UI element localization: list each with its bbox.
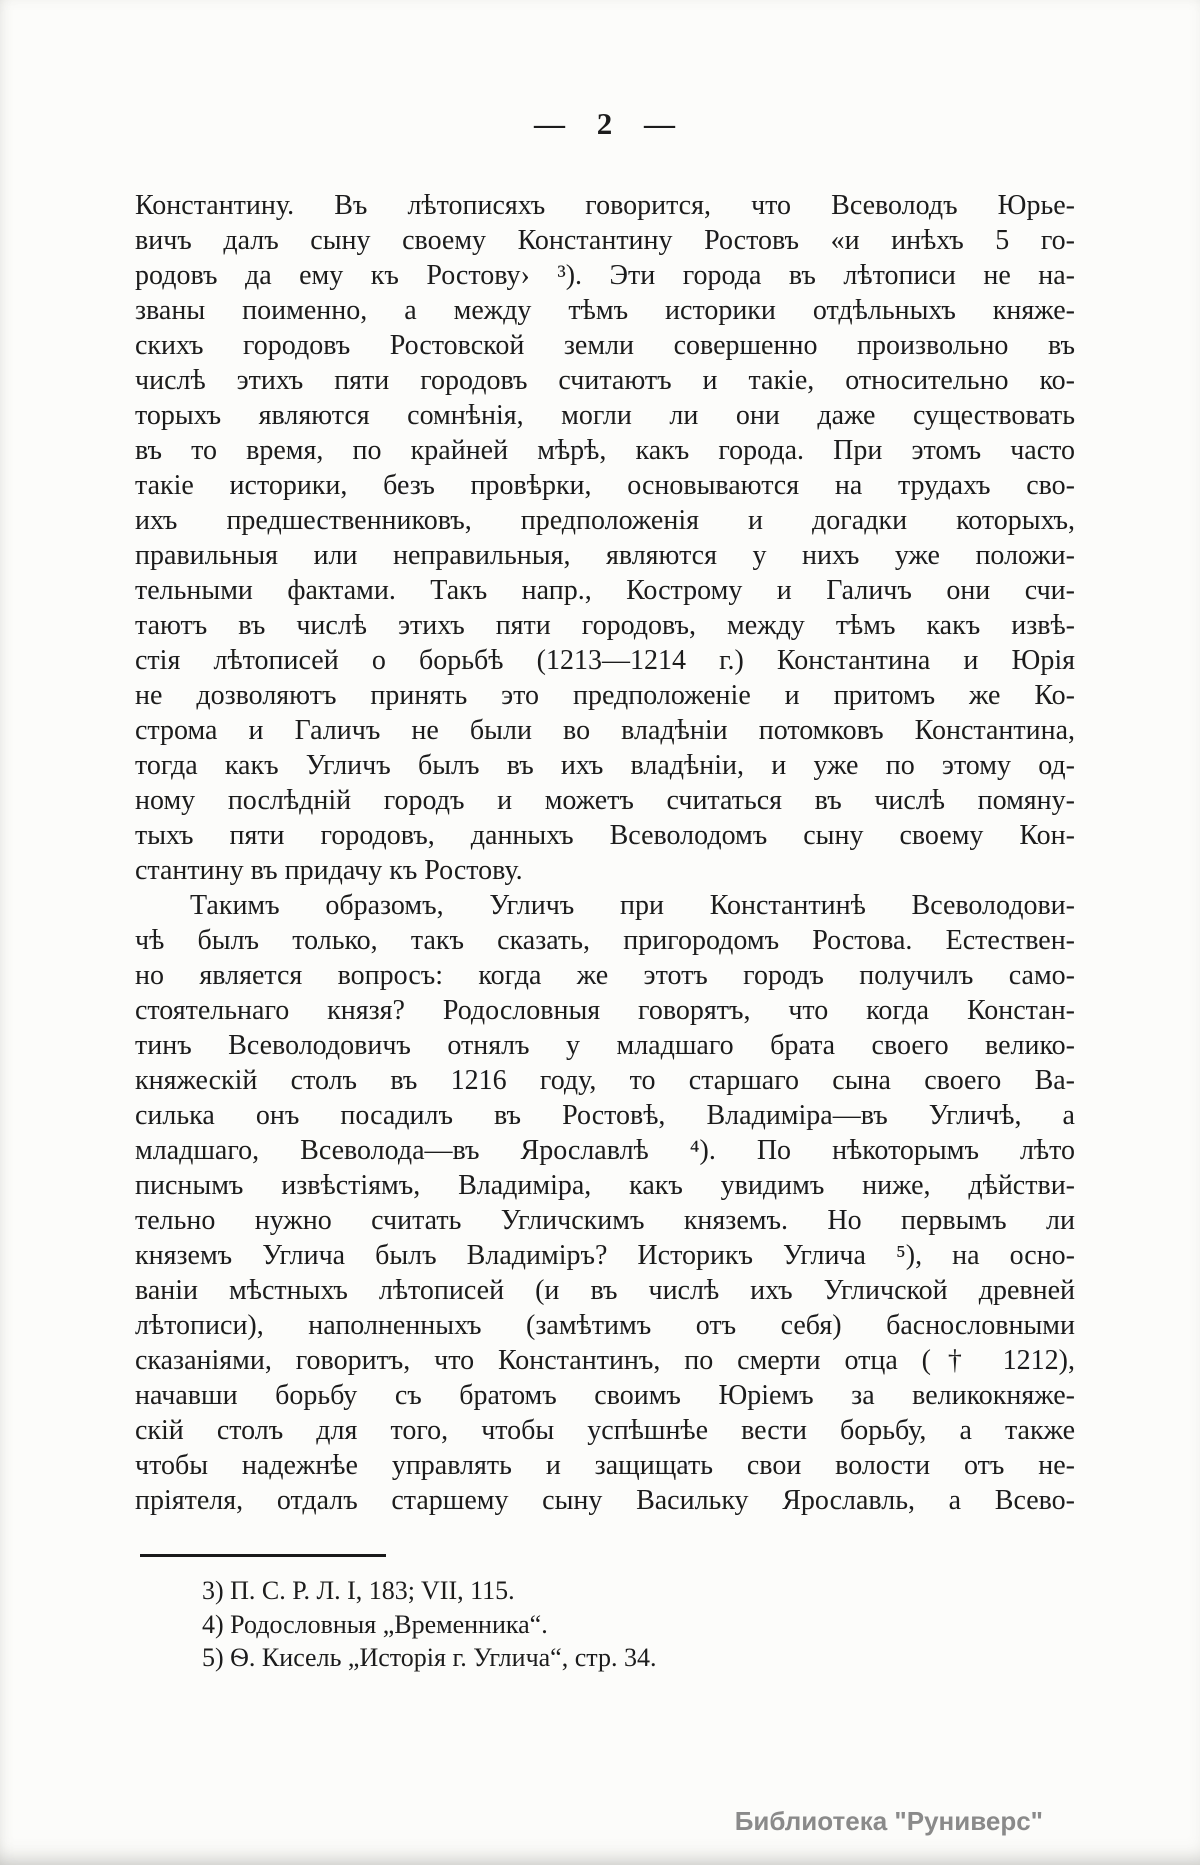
text-line: торыхъ являются сомнѣнія, могли ли они даже существовать [135, 400, 1075, 431]
text-line: сказаніями, говоритъ, что Константинъ, по смерти отца († 1212), [135, 1345, 1075, 1376]
text-line: стантину въ придачу къ Ростову. [135, 855, 523, 886]
text-line: вичъ далъ сыну своему Константину Ростовъ «и инѣхъ 5 го- [135, 225, 1075, 256]
text-line: силька онъ посадилъ въ Ростовѣ, Владиміра—въ Угличѣ, а [135, 1100, 1075, 1131]
footnote-line: 5) Ѳ. Кисель „Исторія г. Углича“, стр. 34. [202, 1643, 657, 1672]
text-line: тогда какъ Угличъ былъ въ ихъ владѣніи, и уже по этому од- [135, 750, 1075, 781]
footnote-line: 4) Родословныя „Временника“. [202, 1609, 548, 1639]
text-line: тельными фактами. Такъ напр., Кострому и Галичъ они счи- [135, 575, 1075, 606]
text-line: тинъ Всеволодовичъ отнялъ у младшаго брата своего велико- [135, 1030, 1075, 1061]
text-line: княземъ Углича былъ Владиміръ? Историкъ Углича ⁵), на осно- [135, 1240, 1075, 1271]
text-line: пріятеля, отдалъ старшему сыну Васильку Ярославль, а Всево- [135, 1485, 1075, 1516]
page-number: — 2 — [534, 106, 676, 141]
text-line: тельно нужно считать Угличскимъ княземъ. Но первымъ ли [135, 1205, 1075, 1236]
text-line: писнымъ извѣстіямъ, Владиміра, какъ увидимъ ниже, дѣйстви- [135, 1170, 1075, 1201]
text-line: княжескій столъ въ 1216 году, то старшаго сына своего Ва- [135, 1065, 1075, 1096]
text-line: таютъ въ числѣ этихъ пяти городовъ, между тѣмъ какъ извѣ- [135, 610, 1075, 641]
text-line: званы поименно, а между тѣмъ историки отдѣльныхъ княже- [135, 295, 1075, 326]
text-line: строма и Галичъ не были во владѣніи потомковъ Константина, [135, 715, 1075, 746]
text-line: начавши борьбу съ братомъ своимъ Юріемъ за великокняже- [135, 1380, 1075, 1411]
text-line: младшаго, Всеволода—въ Ярославлѣ ⁴). По нѣкоторымъ лѣто [135, 1135, 1075, 1166]
text-line: но является вопросъ: когда же этотъ городъ получилъ само- [135, 960, 1075, 991]
text-line: скихъ городовъ Ростовской земли совершенно произвольно въ [135, 330, 1075, 361]
library-watermark: Библиотека "Руниверс" [734, 1806, 1043, 1836]
text-line: Такимъ образомъ, Угличъ при Константинѣ Всеволодови- [190, 890, 1075, 921]
text-line: стоятельнаго князя? Родословныя говорятъ, что когда Констан- [135, 995, 1075, 1026]
text-line: родовъ да ему къ Ростову› ³). Эти города въ лѣтописи не на- [135, 260, 1075, 291]
paragraph-continuation [135, 188, 1075, 888]
text-line: ному послѣдній городъ и можетъ считаться въ числѣ помяну- [135, 785, 1075, 816]
text-line: не дозволяютъ принять это предположеніе и притомъ же Ко- [135, 680, 1075, 711]
footnote-line: 3) П. С. Р. Л. I, 183; VII, 115. [202, 1576, 515, 1605]
text-line: тыхъ пяти городовъ, данныхъ Всеволодомъ сыну своему Кон- [135, 820, 1075, 851]
text-line: стія лѣтописей о борьбѣ (1213—1214 г.) Константина и Юрія [135, 645, 1075, 676]
text-line: правильныя или неправильныя, являются у нихъ уже положи- [135, 540, 1075, 571]
text-line: въ то время, по крайней мѣрѣ, какъ города. При этомъ часто [135, 435, 1075, 466]
footnotes-block [202, 1574, 656, 1675]
text-line: числѣ этихъ пяти городовъ считаютъ и такіе, относительно ко- [135, 365, 1075, 396]
paragraph-second [135, 888, 1075, 1518]
text-line: лѣтописи), наполненныхъ (замѣтимъ отъ себя) баснословными [135, 1310, 1075, 1341]
text-line: чтобы надежнѣе управлять и защищать свои волости отъ не- [135, 1450, 1075, 1481]
text-line: ихъ предшественниковъ, предположенія и догадки которыхъ, [135, 505, 1075, 536]
text-line: Константину. Въ лѣтописяхъ говорится, что Всеволодъ Юрье- [135, 190, 1075, 221]
text-line: ваніи мѣстныхъ лѣтописей (и въ числѣ ихъ Угличской древней [135, 1275, 1075, 1306]
body-text [135, 188, 1075, 1518]
text-line: такіе историки, безъ провѣрки, основываются на трудахъ сво- [135, 470, 1075, 501]
footnote-separator [140, 1554, 386, 1557]
text-line: чѣ былъ только, такъ сказать, пригородомъ Ростова. Естествен- [135, 925, 1075, 956]
text-line: скій столъ для того, чтобы успѣшнѣе вести борьбу, а также [135, 1415, 1075, 1446]
